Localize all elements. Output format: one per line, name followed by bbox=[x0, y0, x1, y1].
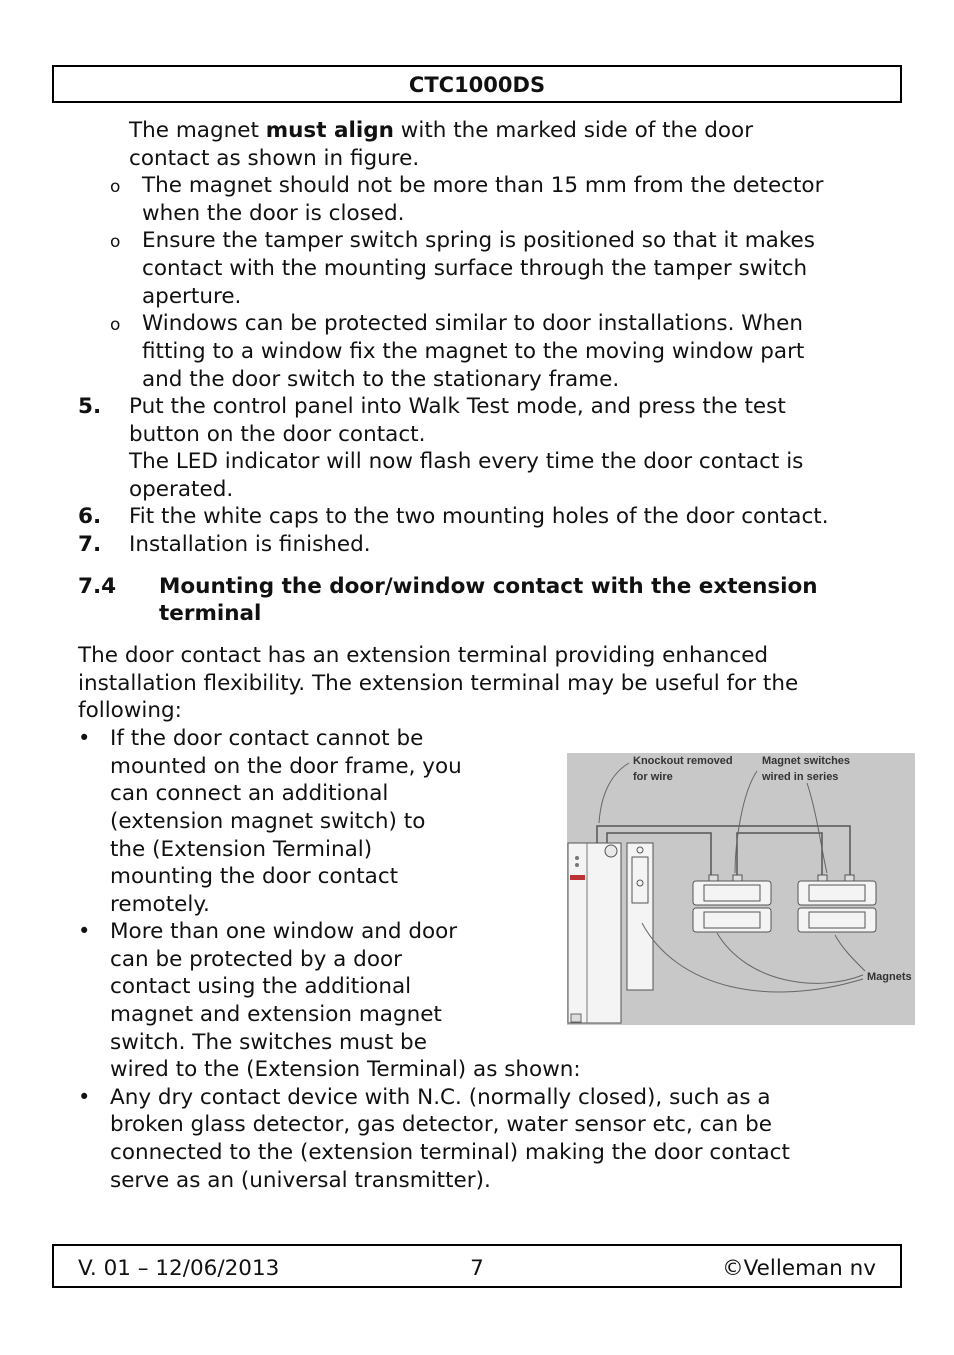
step-number: 5. bbox=[78, 394, 102, 419]
door-contact-led bbox=[570, 875, 585, 880]
label-switches-1: Magnet switches bbox=[762, 755, 851, 767]
terminal bbox=[845, 875, 854, 881]
bullet-1-line-1: If the door contact cannot be bbox=[110, 726, 424, 751]
bullet-3-line-2: broken glass detector, gas detector, water sensor etc, can be bbox=[110, 1112, 772, 1137]
door-magnet-body bbox=[627, 843, 653, 990]
wiring-diagram-figure bbox=[567, 753, 915, 1025]
step-5-line-4: operated. bbox=[129, 477, 234, 502]
label-knockout-1: Knockout removed bbox=[633, 755, 733, 767]
sub-bullet-marker: o bbox=[110, 315, 121, 335]
label-knockout-2: for wire bbox=[633, 771, 673, 783]
sub-bullet-2-line-3: aperture. bbox=[142, 284, 242, 309]
step-number: 7. bbox=[78, 532, 102, 557]
section-number: 7.4 bbox=[78, 574, 117, 599]
bullet-1-line-2: mounted on the door frame, you bbox=[110, 754, 462, 779]
door-contact-body bbox=[568, 843, 621, 1023]
bullet-2-line-3: contact using the additional bbox=[110, 974, 412, 999]
bullet-1-line-5: the (Extension Terminal) bbox=[110, 837, 373, 862]
bullet-1-line-6: mounting the door contact bbox=[110, 864, 399, 889]
page-footer bbox=[52, 1244, 902, 1288]
door-contact-foot bbox=[571, 1014, 581, 1022]
page-header bbox=[52, 65, 902, 103]
paragraph-line-3: following: bbox=[78, 698, 182, 723]
sub-bullet-3-line-1: Windows can be protected similar to door installations. When bbox=[142, 311, 804, 336]
bullet-3-line-1: Any dry contact device with N.C. (normally closed), such as a bbox=[110, 1085, 771, 1110]
bullet-2-line-6: wired to the (Extension Terminal) as shown: bbox=[110, 1057, 581, 1082]
bullet-marker: • bbox=[78, 1085, 91, 1109]
sub-bullet-marker: o bbox=[110, 232, 121, 252]
bullet-1-line-7: remotely. bbox=[110, 892, 210, 917]
step-7-line-1: Installation is finished. bbox=[129, 532, 371, 557]
footer-page-number: 7 bbox=[470, 1256, 484, 1281]
terminal bbox=[818, 875, 827, 881]
sub-bullet-3-line-2: fitting to a window fix the magnet to the moving window part bbox=[142, 339, 805, 364]
label-magnets: Magnets bbox=[867, 971, 912, 983]
footer-copyright: ©Velleman nv bbox=[722, 1256, 876, 1281]
step-6-line-1: Fit the white caps to the two mounting holes of the door contact. bbox=[129, 504, 829, 529]
intro-line-2: contact as shown in figure. bbox=[129, 146, 420, 171]
step-5-line-2: button on the door contact. bbox=[129, 422, 426, 447]
footer-version: V. 01 – 12/06/2013 bbox=[78, 1256, 280, 1281]
bullet-1-line-4: (extension magnet switch) to bbox=[110, 809, 426, 834]
bullet-marker: • bbox=[78, 726, 91, 750]
bullet-2-line-4: magnet and extension magnet bbox=[110, 1002, 442, 1027]
sub-bullet-3-line-3: and the door switch to the stationary frame. bbox=[142, 367, 620, 392]
sub-bullet-1-line-1: The magnet should not be more than 15 mm from the detector bbox=[142, 173, 824, 198]
bullet-2-line-2: can be protected by a door bbox=[110, 947, 402, 972]
step-5-line-1: Put the control panel into Walk Test mode, and press the test bbox=[129, 394, 786, 419]
wiring-diagram bbox=[567, 753, 915, 1025]
paragraph-line-1: The door contact has an extension terminal providing enhanced bbox=[78, 643, 769, 668]
bullet-3-line-3: connected to the (extension terminal) making the door contact bbox=[110, 1140, 790, 1165]
sub-bullet-2-line-1: Ensure the tamper switch spring is positioned so that it makes bbox=[142, 228, 815, 253]
door-contact-hole bbox=[575, 863, 579, 867]
document-title: CTC1000DS bbox=[408, 73, 546, 97]
terminal bbox=[733, 875, 742, 881]
terminal bbox=[709, 875, 718, 881]
label-switches-2: wired in series bbox=[762, 771, 839, 783]
bullet-marker: • bbox=[78, 919, 91, 943]
intro-line-1: The magnet must align with the marked side of the door bbox=[129, 118, 754, 143]
paragraph-line-2: installation flexibility. The extension terminal may be useful for the bbox=[78, 671, 799, 696]
bullet-1-line-3: can connect an additional bbox=[110, 781, 389, 806]
sub-bullet-1-line-2: when the door is closed. bbox=[142, 201, 405, 226]
sub-bullet-marker: o bbox=[110, 177, 121, 197]
bullet-3-line-4: serve as an (universal transmitter). bbox=[110, 1168, 491, 1193]
bullet-2-line-5: switch. The switches must be bbox=[110, 1030, 427, 1055]
section-title-line-2: terminal bbox=[159, 601, 262, 626]
bullet-2-line-1: More than one window and door bbox=[110, 919, 458, 944]
step-number: 6. bbox=[78, 504, 102, 529]
sub-bullet-2-line-2: contact with the mounting surface through the tamper switch bbox=[142, 256, 808, 281]
door-contact-hole bbox=[575, 856, 579, 860]
step-5-line-3: The LED indicator will now flash every time the door contact is bbox=[129, 449, 804, 474]
section-title-line-1: Mounting the door/window contact with the extension bbox=[159, 574, 818, 599]
door-contact-screw bbox=[605, 845, 617, 857]
